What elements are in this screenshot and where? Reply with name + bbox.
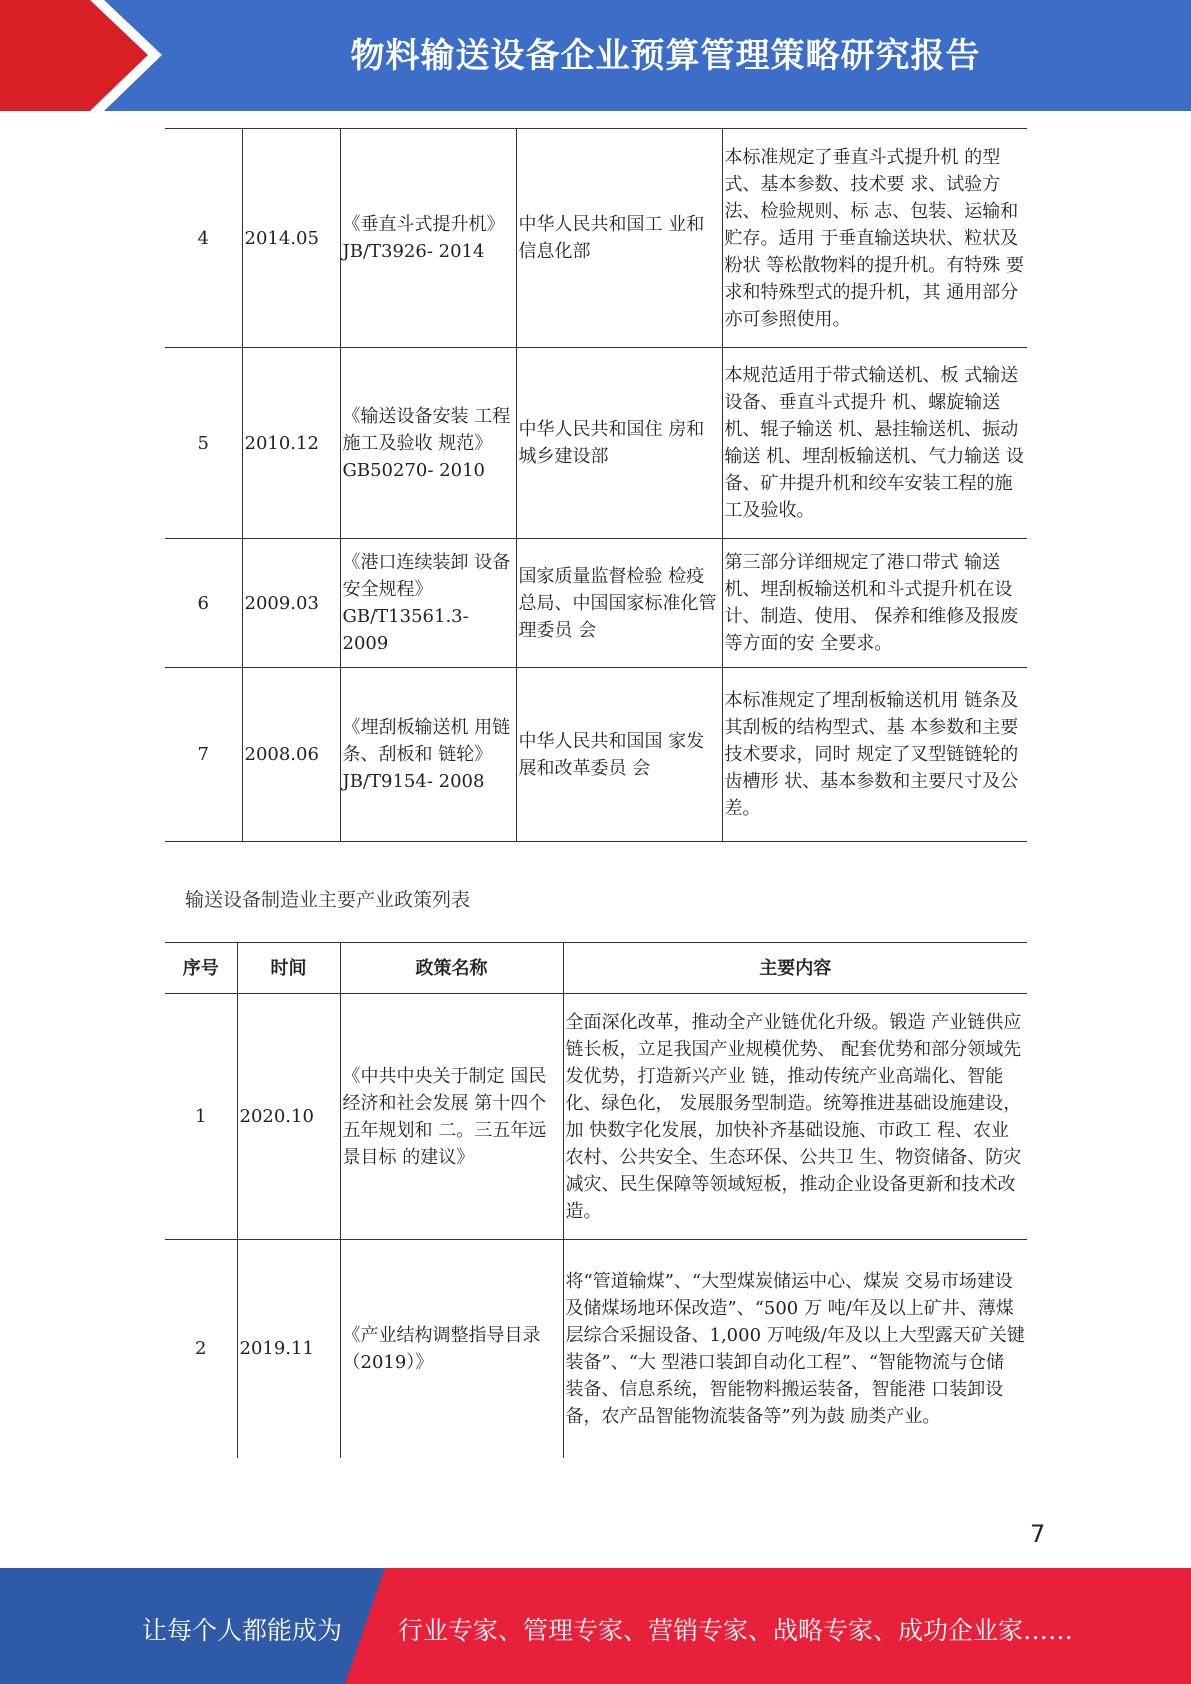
table-row — [165, 129, 1027, 348]
row-number: 7 — [165, 668, 242, 842]
report-title: 物料输送设备企业预算管理策略研究报告 — [350, 36, 981, 76]
row-standard-name: 《输送设备安装 工程施工及验收 规范》GB50270- 2010 — [340, 348, 516, 539]
row-policy-name: 《产业结构调整指导目录（2019）》 — [340, 1240, 563, 1458]
row-content: 将“管道输煤”、“大型煤炭储运中心、煤炭 交易市场建设及储煤场地环保改造”、“500 万 吨/年及以上矿井、薄煤层综合采掘设备、1,000 万吨级/年及以上大型露天矿关键装备”、“大 型港口装卸自动化工程”、“智能物流与仓储 装备、信息系统，智能物料搬运装备，智能港 口装卸设备，农产品智能物流装备等”列为鼓 励类产业。 — [563, 1240, 1027, 1458]
row-number: 4 — [197, 227, 209, 249]
row-date: 2009.03 — [242, 539, 340, 668]
row-date: 2019.11 — [237, 1240, 340, 1458]
table-row — [165, 994, 1027, 1240]
row-content: 本标准规定了垂直斗式提升机 的型式、基本参数、技术要 求、试验方法、检验规则、标 志、包装、运输和贮存。适用 于垂直输送块状、粒状及粉状 等松散物料的提升机。有特殊 要求和特殊型式的提升机，其 通用部分亦可参照使用。 — [722, 129, 1027, 348]
row-content: 全面深化改革，推动全产业链优化升级。锻造 产业链供应链长板，立足我国产业规模优势、 配套优势和部分领域先发优势，打造新兴产业 链，推动传统产业高端化、智能化、绿色化， 发展服务型制造。统筹推进基础设施建设，加 快数字化发展，加快补齐基础设施、市政工 程、农业农村、公共安全、生态环保、公共卫 生、物资储备、防灾减灾、民生保障等领域短板，推动企业设备更新和技术改造。 — [563, 994, 1027, 1240]
table-caption: 输送设备制造业主要产业政策列表 — [185, 889, 471, 911]
column-header-number: 序号 — [165, 943, 237, 994]
row-standard-name: 《埋刮板输送机 用链条、刮板和 链轮》JB/T9154- 2008 — [340, 668, 516, 842]
row-number: 6 — [165, 539, 242, 668]
row-policy-name: 《中共中央关于制定 国民经济和社会发展 第十四个五年规划和 二。三五年远景目标 的建议》 — [340, 994, 563, 1240]
row-date: 2014.05 — [242, 129, 340, 348]
footer-slogan-right: 行业专家、管理专家、营销专家、战略专家、成功企业家…… — [398, 1616, 1074, 1645]
row-content: 本规范适用于带式输送机、板 式输送设备、垂直斗式提升 机、螺旋输送机、辊子输送 机、悬挂输送机、振动输送 机、埋刮板输送机、气力输送 设备、矿井提升机和绞车安装工程的施工及验收。 — [722, 348, 1027, 539]
row-content: 第三部分详细规定了港口带式 输送机、埋刮板输送机和斗式提升机在设计、制造、使用、 保养和维修及报废等方面的安 全要求。 — [722, 539, 1027, 668]
page-footer — [0, 1568, 1191, 1684]
row-issuer: 国家质量监督检验 检疫总局、中国国家标准化管理委员 会 — [516, 539, 722, 668]
column-header-policy-name: 政策名称 — [340, 943, 563, 994]
page-header — [0, 0, 1191, 111]
row-issuer: 中华人民共和国住 房和城乡建设部 — [516, 348, 722, 539]
footer-slogan-left: 让每个人都能成为 — [142, 1616, 343, 1645]
table-row — [165, 348, 1027, 539]
row-number: 2 — [195, 1338, 207, 1360]
row-content: 本标准规定了埋刮板输送机用 链条及其刮板的结构型式、基 本参数和主要技术要求，同时 规定了叉型链链轮的齿槽形 状、基本参数和主要尺寸及公 差。 — [722, 668, 1027, 842]
column-header-time: 时间 — [237, 943, 340, 994]
page-number: 7 — [1030, 1520, 1046, 1548]
row-standard-name: 《垂直斗式提升机》JB/T3926- 2014 — [340, 129, 516, 348]
row-standard-name: 《港口连续装卸 设备安全规程》GB/T13561.3- 2009 — [340, 539, 516, 668]
table-row — [165, 1240, 1027, 1458]
row-issuer: 中华人民共和国工 业和信息化部 — [516, 129, 722, 348]
table-header-row — [165, 943, 1027, 994]
row-issuer: 中华人民共和国国 家发展和改革委员 会 — [516, 668, 722, 842]
row-date: 2008.06 — [242, 668, 340, 842]
table-row — [165, 668, 1027, 842]
row-date: 2020.10 — [237, 994, 340, 1240]
column-header-content: 主要内容 — [563, 943, 1027, 994]
row-date: 2010.12 — [242, 348, 340, 539]
standards-table — [165, 128, 1027, 842]
policy-table — [165, 942, 1027, 1458]
row-number: 1 — [165, 994, 237, 1240]
row-number: 5 — [165, 348, 242, 539]
table-row — [165, 539, 1027, 668]
